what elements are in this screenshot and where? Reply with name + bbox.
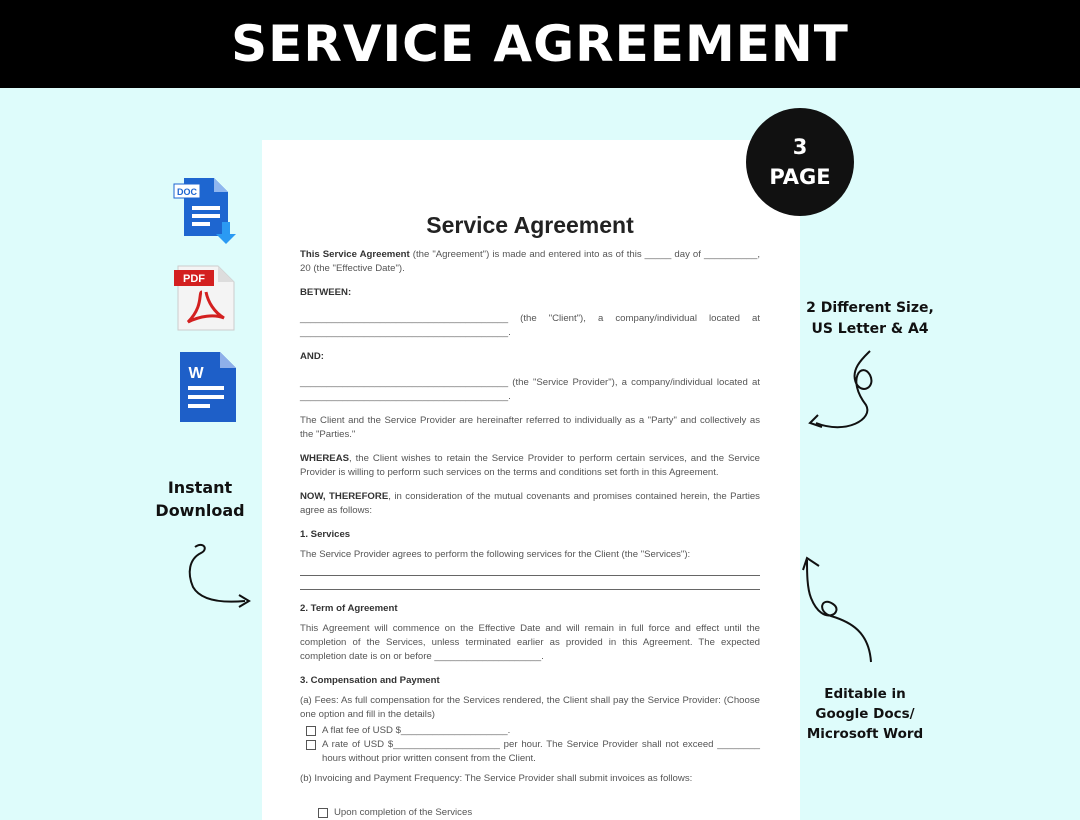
banner-title: SERVICE AGREEMENT: [231, 15, 849, 73]
curly-arrow-right-top: [800, 345, 910, 445]
word-file-icon: [178, 350, 238, 424]
svg-text:PDF: PDF: [183, 273, 205, 285]
section-services-title: 1. Services: [300, 529, 351, 540]
parties-paragraph: The Client and the Service Provider are hereinafter referred to individually as a "Party" and collectively as the "Parties.": [300, 415, 760, 440]
checkbox: [306, 740, 316, 750]
pdf-file-icon: [172, 264, 238, 332]
curly-arrow-left: [175, 535, 260, 615]
client-line: _______________________________________ (the "Client"), a company/individual located at _______________________________________.: [300, 313, 760, 338]
document-preview: [262, 140, 800, 820]
editable-caption: Editable in Google Docs/ Microsoft Word: [806, 686, 924, 742]
blank-line: [300, 576, 760, 590]
option-flat-fee: A flat fee of USD $____________________.: [306, 724, 760, 738]
curly-arrow-right-bottom: [795, 550, 885, 670]
between-label: BETWEEN:: [300, 287, 352, 298]
section-term-title: 2. Term of Agreement: [300, 603, 398, 614]
invoicing-text: (b) Invoicing and Payment Frequency: The Service Provider shall submit invoices as follows:: [300, 773, 693, 784]
and-label: AND:: [300, 351, 324, 362]
checkbox: [306, 726, 316, 736]
whereas-paragraph: WHEREAS, the Client wishes to retain the Service Provider to perform certain services, and the Service Provider is willing to perform such services on the terms and conditions set forth in this Agreement.: [300, 453, 760, 478]
title-banner: [0, 0, 1080, 88]
section-compensation-title: 3. Compensation and Payment: [300, 675, 440, 686]
doc-file-icon: [172, 176, 238, 246]
option-hourly: A rate of USD $____________________ per hour. The Service Provider shall not exceed ________ hours without prior written consent from the Client.: [306, 738, 760, 766]
svg-text:W: W: [188, 365, 204, 382]
section-term-text: This Agreement will commence on the Effective Date and will remain in full force and effect until the completion of the Services, unless terminated earlier as provided in this Agreement. The expected completion date is on or before ____________________.: [300, 623, 760, 662]
svg-text:DOC: DOC: [177, 187, 197, 197]
intro-paragraph: This Service Agreement (the "Agreement") is made and entered into as of this _____ day of __________, 20 (the "Effective Date").: [300, 249, 760, 274]
page-count-badge: 3 PAGE: [746, 108, 854, 216]
instant-download-caption: Instant Download: [155, 478, 245, 520]
document-title: Service Agreement: [426, 212, 634, 238]
option-upon-completion: Upon completion of the Services: [318, 806, 760, 820]
provider-line: _______________________________________ (the "Service Provider"), a company/individual located at _______________________________________.: [300, 377, 760, 402]
size-caption: 2 Different Size, US Letter & A4: [806, 300, 934, 337]
section-services-text: The Service Provider agrees to perform the following services for the Client (the "Services"):: [300, 549, 691, 560]
fees-text: (a) Fees: As full compensation for the Services rendered, the Client shall pay the Service Provider: (Choose one option and fill in the details): [300, 695, 760, 720]
blank-line: [300, 562, 760, 576]
now-paragraph: NOW, THEREFORE, in consideration of the mutual covenants and promises contained herein, the Parties agree as follows:: [300, 491, 760, 516]
